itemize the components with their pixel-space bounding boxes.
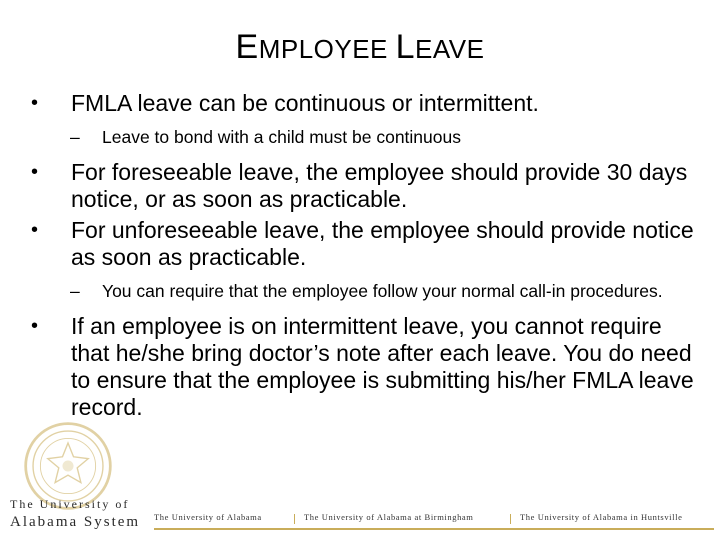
bullet-dot-icon: • [31,161,39,183]
link-uab[interactable]: The University of Alabama at Birmingham [304,512,474,522]
slide-body [26,90,698,421]
title-rest-employee: MPLOYEE [258,34,396,64]
link-uah[interactable]: The University of Alabama in Huntsville [520,512,683,522]
campus-links [154,512,714,526]
divider [510,514,511,524]
bullet-item [26,313,698,421]
footer-rule [154,528,714,530]
bullet-item [26,159,698,213]
ua-system-logo [10,497,152,531]
divider [294,514,295,524]
bullet-text: For foreseeable leave, the employee should provide 30 days notice, or as soon as practicable. [71,159,688,212]
slide-title [0,28,720,67]
sub-bullet-item [26,127,698,147]
sub-bullet-item [26,281,698,301]
title-rest-leave: EAVE [415,34,485,64]
link-ua[interactable]: The University of Alabama [154,512,262,522]
system-logo-line1: The University of [10,497,130,511]
bullet-text: If an employee is on intermittent leave, you cannot require that he/she bring doctor’s note after each leave. You do need to ensure that the employee is submitting his/her FMLA leave record. [71,313,694,420]
dash-icon: – [70,281,80,301]
system-logo-line2: Alabama System [10,514,141,530]
bullet-dot-icon: • [31,219,39,241]
bullet-item [26,90,698,117]
bullet-dot-icon: • [31,92,39,114]
bullet-item [26,217,698,271]
sub-bullet-text: Leave to bond with a child must be continuous [102,127,461,147]
sub-bullet-text: You can require that the employee follow your normal call-in procedures. [102,281,663,301]
bullet-text: For unforeseeable leave, the employee should provide notice as soon as practicable. [71,217,694,270]
bullet-text: FMLA leave can be continuous or intermittent. [71,90,539,116]
title-initial-e: E [235,28,259,66]
dash-icon: – [70,127,80,147]
bullet-dot-icon: • [31,315,39,337]
title-initial-l: L [395,28,416,66]
